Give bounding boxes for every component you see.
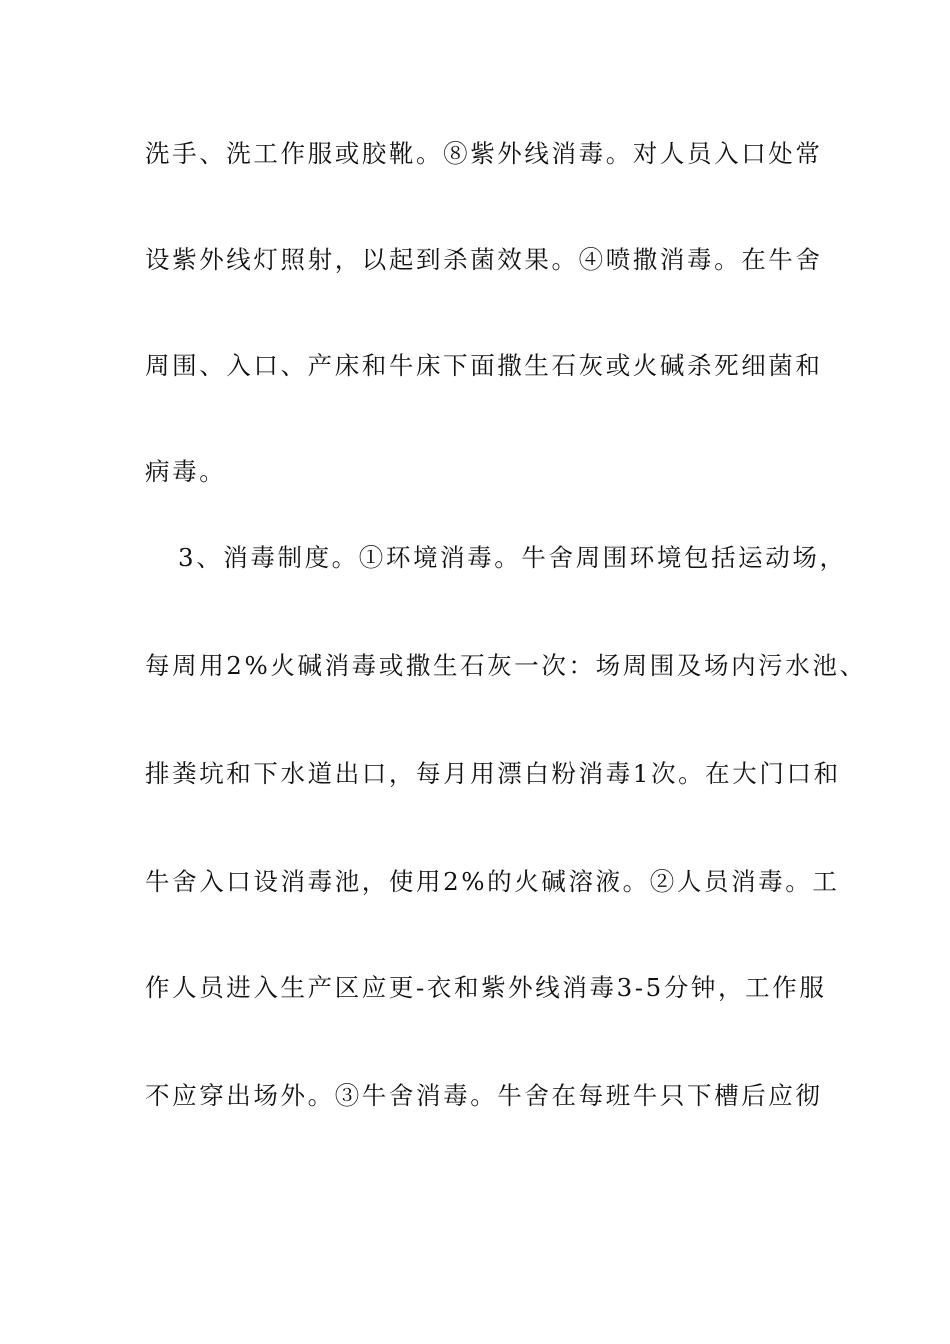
text-line-3: 周围、入口、产床和牛床下面撒生石灰或火碱杀死细菌和: [145, 351, 823, 380]
paragraph-start-line: 3、消毒制度。①环境消毒。牛舍周围环境包括运动场，: [178, 543, 847, 572]
text-line-7: 排粪坑和下水道出口，每月用漂白粉消毒1次。在大门口和: [145, 759, 841, 788]
text-line-1: 洗手、洗工作服或胶靴。⑧紫外线消毒。对人员入口处常: [145, 139, 823, 168]
text-line-6: 每周用2%火碱消毒或撒生石灰一次：场周围及场内污水池、: [145, 651, 867, 680]
text-line-2: 设紫外线灯照射，以起到杀菌效果。④喷撒消毒。在牛舍: [145, 245, 823, 274]
text-line-4: 病毒。: [145, 457, 227, 486]
text-line-8: 牛舍入口设消毒池，使用2%的火碱溶液。②人员消毒。工: [145, 867, 840, 896]
text-line-9: 作人员进入生产区应更-衣和紫外线消毒3-5分钟，工作服: [145, 973, 827, 1002]
text-line-10: 不应穿出场外。③牛舍消毒。牛舍在每班牛只下槽后应彻: [145, 1081, 823, 1110]
